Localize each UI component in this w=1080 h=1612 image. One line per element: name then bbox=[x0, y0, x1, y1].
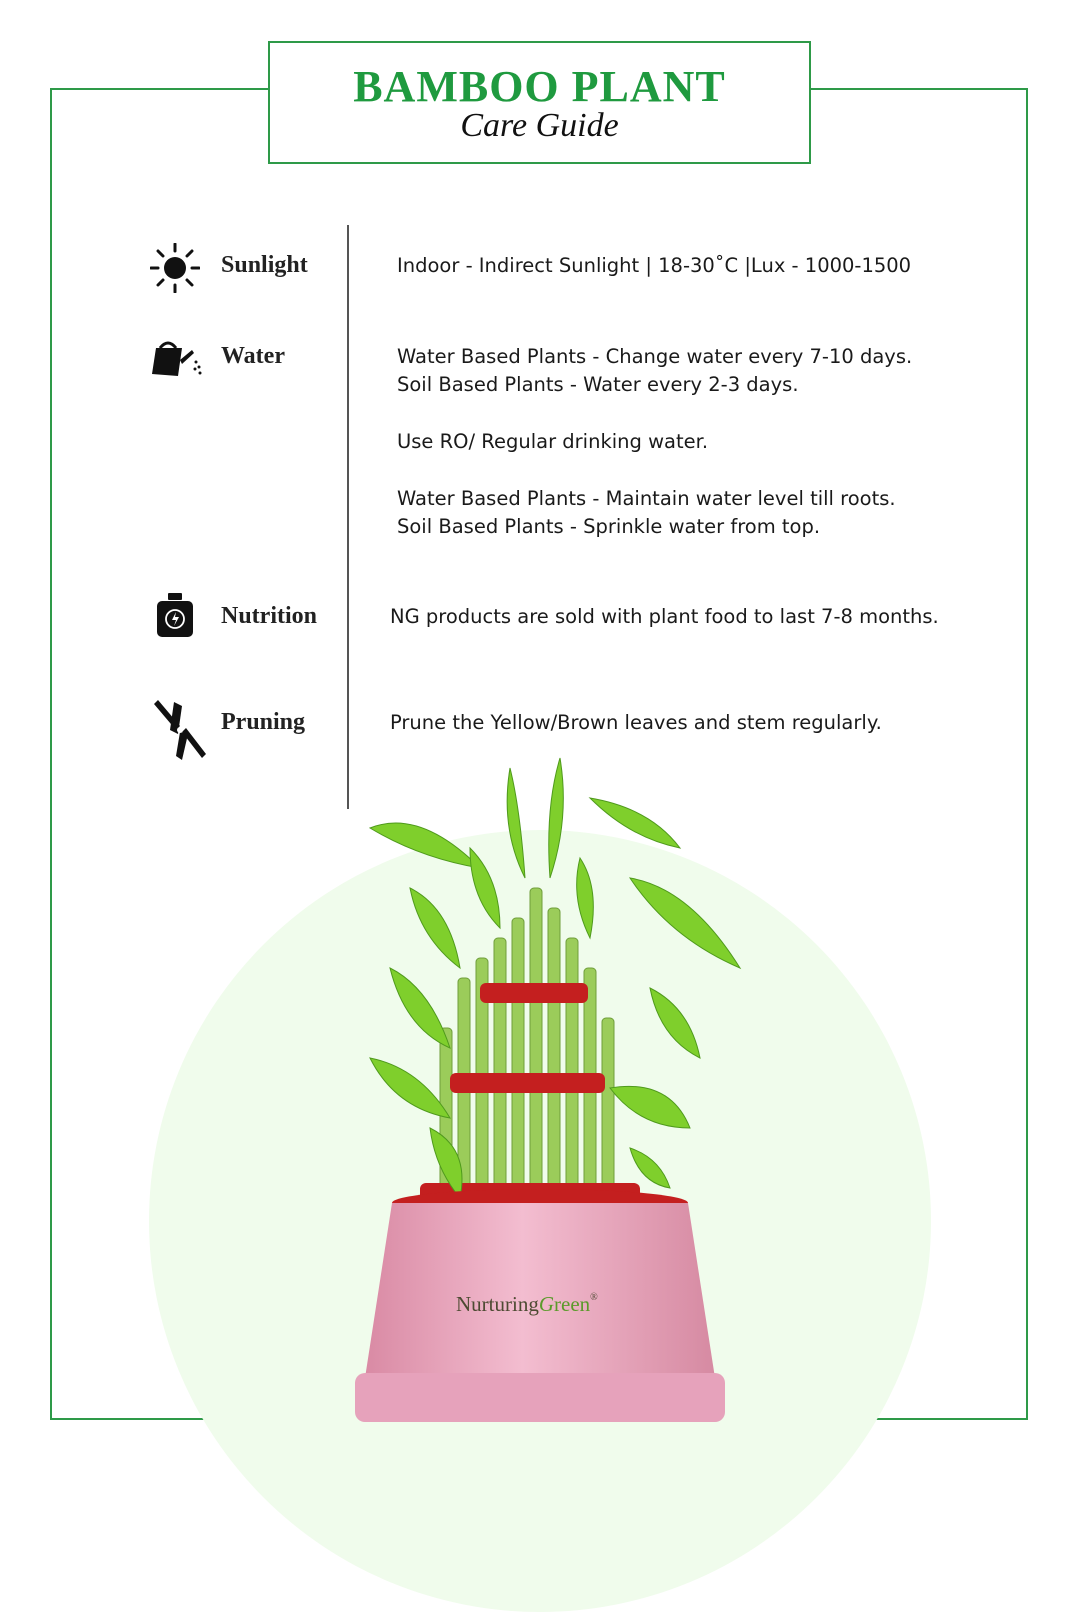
section-label-sunlight: Sunlight bbox=[221, 252, 308, 278]
column-divider bbox=[347, 225, 349, 809]
brand-name-part-2: reen bbox=[554, 1292, 591, 1316]
water-line-5: Soil Based Plants - Sprinkle water from top. bbox=[397, 515, 821, 538]
water-line-1: Water Based Plants - Change water every 7-10 days. bbox=[397, 345, 913, 368]
bamboo-plant-image bbox=[350, 728, 750, 1422]
sun-icon bbox=[150, 243, 200, 293]
brand-logo bbox=[456, 1292, 598, 1317]
pruning-shears-icon bbox=[152, 698, 208, 762]
water-line-2: Soil Based Plants - Water every 2-3 days. bbox=[397, 373, 799, 396]
page-subtitle: Care Guide bbox=[460, 107, 619, 144]
brand-name-part-1: Nurturing bbox=[456, 1292, 539, 1316]
section-label-water: Water bbox=[221, 343, 285, 369]
water-line-3: Use RO/ Regular drinking water. bbox=[397, 430, 709, 453]
nutrition-text: NG products are sold with plant food to last 7-8 months. bbox=[390, 605, 939, 628]
fertilizer-bottle-icon bbox=[155, 592, 195, 638]
brand-registered-mark: ® bbox=[590, 1292, 598, 1303]
title-box bbox=[268, 41, 811, 164]
sunlight-text: Indoor - Indirect Sunlight | 18-30˚C |Lux - 1000-1500 bbox=[397, 254, 912, 277]
page-title: BAMBOO PLANT bbox=[353, 62, 726, 111]
water-line-4: Water Based Plants - Maintain water level till roots. bbox=[397, 487, 896, 510]
section-label-pruning: Pruning bbox=[221, 709, 306, 735]
watering-can-icon bbox=[148, 338, 204, 380]
section-label-nutrition: Nutrition bbox=[221, 603, 317, 629]
pruning-text: Prune the Yellow/Brown leaves and stem regularly. bbox=[390, 711, 882, 734]
brand-name-g: G bbox=[538, 1292, 554, 1316]
